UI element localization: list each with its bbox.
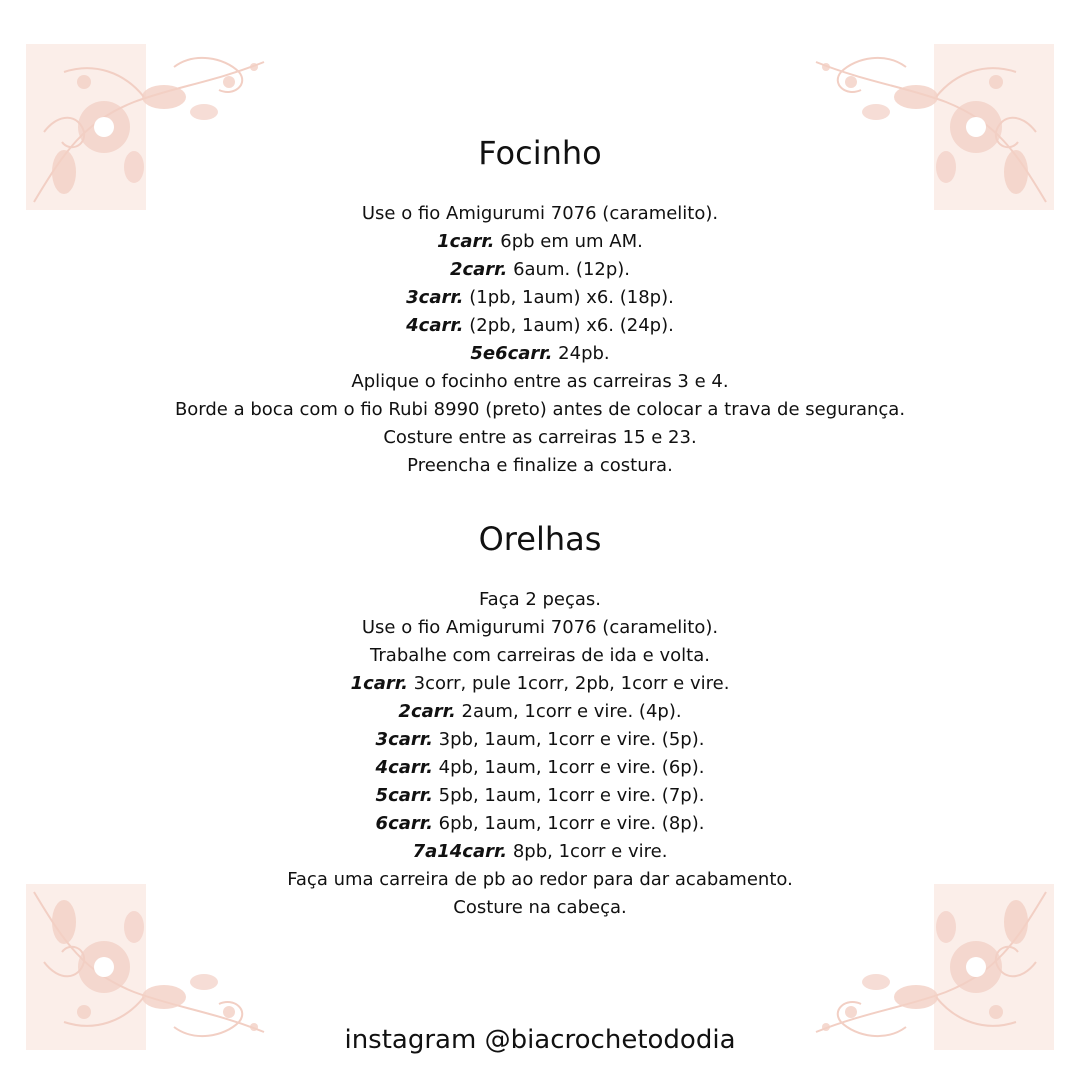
instruction-text: 6aum. (12p). — [507, 259, 631, 280]
instruction-text: 24pb. — [552, 343, 610, 364]
instruction-text: Trabalhe com carreiras de ida e volta. — [370, 645, 710, 666]
instruction-text: 6pb, 1aum, 1corr e vire. (8p). — [432, 813, 705, 834]
instruction-text: Costure na cabeça. — [453, 897, 627, 918]
instruction-line — [0, 396, 1080, 424]
instruction-line — [0, 368, 1080, 396]
instruction-line — [0, 312, 1080, 340]
instruction-text: 6pb em um AM. — [494, 231, 643, 252]
instruction-text: 3corr, pule 1corr, 2pb, 1corr e vire. — [407, 673, 730, 694]
instruction-text: Faça uma carreira de pb ao redor para dar acabamento. — [287, 869, 793, 890]
round-label: 1carr. — [350, 673, 408, 694]
instruction-text: 8pb, 1corr e vire. — [507, 841, 668, 862]
instruction-text: Faça 2 peças. — [478, 589, 602, 610]
instruction-text: Use o fio Amigurumi 7076 (caramelito). — [361, 617, 719, 638]
instruction-text: Aplique o focinho entre as carreiras 3 e 4. — [351, 371, 729, 392]
instruction-line — [0, 256, 1080, 284]
section-title: Focinho — [478, 134, 602, 172]
round-label: 3carr. — [375, 729, 433, 750]
round-label: 4carr. — [406, 315, 464, 336]
instruction-line — [0, 726, 1080, 754]
instruction-text: (1pb, 1aum) x6. (18p). — [463, 287, 674, 308]
instruction-line — [0, 586, 1080, 614]
pattern-content — [0, 132, 1080, 922]
instruction-line — [0, 866, 1080, 894]
round-label: 5carr. — [375, 785, 433, 806]
round-label: 1carr. — [437, 231, 495, 252]
instruction-text: Preencha e finalize a costura. — [407, 455, 673, 476]
instruction-line — [0, 642, 1080, 670]
section-spacer — [0, 480, 1080, 518]
instruction-line — [0, 200, 1080, 228]
instruction-line — [0, 838, 1080, 866]
instruction-line — [0, 340, 1080, 368]
round-label: 5e6carr. — [470, 343, 553, 364]
instruction-line — [0, 894, 1080, 922]
round-label: 2carr. — [449, 259, 508, 280]
instruction-text: 2aum, 1corr e vire. (4p). — [455, 701, 682, 722]
round-label: 6carr. — [375, 813, 433, 834]
instruction-line — [0, 452, 1080, 480]
round-label: 4carr. — [375, 757, 433, 778]
section-title: Orelhas — [478, 520, 602, 558]
instruction-text: Borde a boca com o fio Rubi 8990 (preto) antes de colocar a trava de segurança. — [174, 399, 906, 420]
instruction-line — [0, 810, 1080, 838]
instruction-text: 4pb, 1aum, 1corr e vire. (6p). — [432, 757, 705, 778]
instruction-line — [0, 284, 1080, 312]
instruction-text: 5pb, 1aum, 1corr e vire. (7p). — [432, 785, 705, 806]
instruction-line — [0, 424, 1080, 452]
instruction-text: (2pb, 1aum) x6. (24p). — [463, 315, 674, 336]
instruction-text: Costure entre as carreiras 15 e 23. — [383, 427, 697, 448]
round-label: 3carr. — [406, 287, 464, 308]
instruction-line — [0, 614, 1080, 642]
instruction-text: Use o fio Amigurumi 7076 (caramelito). — [361, 203, 719, 224]
round-label: 2carr. — [398, 701, 456, 722]
round-label: 7a14carr. — [412, 841, 508, 862]
section-focinho — [0, 132, 1080, 480]
instruction-line — [0, 228, 1080, 256]
section-body — [0, 586, 1080, 922]
instruction-text: 3pb, 1aum, 1corr e vire. (5p). — [432, 729, 705, 750]
instagram-handle: instagram @biacrochetododia — [344, 1025, 736, 1055]
section-orelhas — [0, 518, 1080, 922]
instruction-line — [0, 782, 1080, 810]
section-body — [0, 200, 1080, 480]
instruction-line — [0, 754, 1080, 782]
instruction-line — [0, 670, 1080, 698]
instruction-line — [0, 698, 1080, 726]
